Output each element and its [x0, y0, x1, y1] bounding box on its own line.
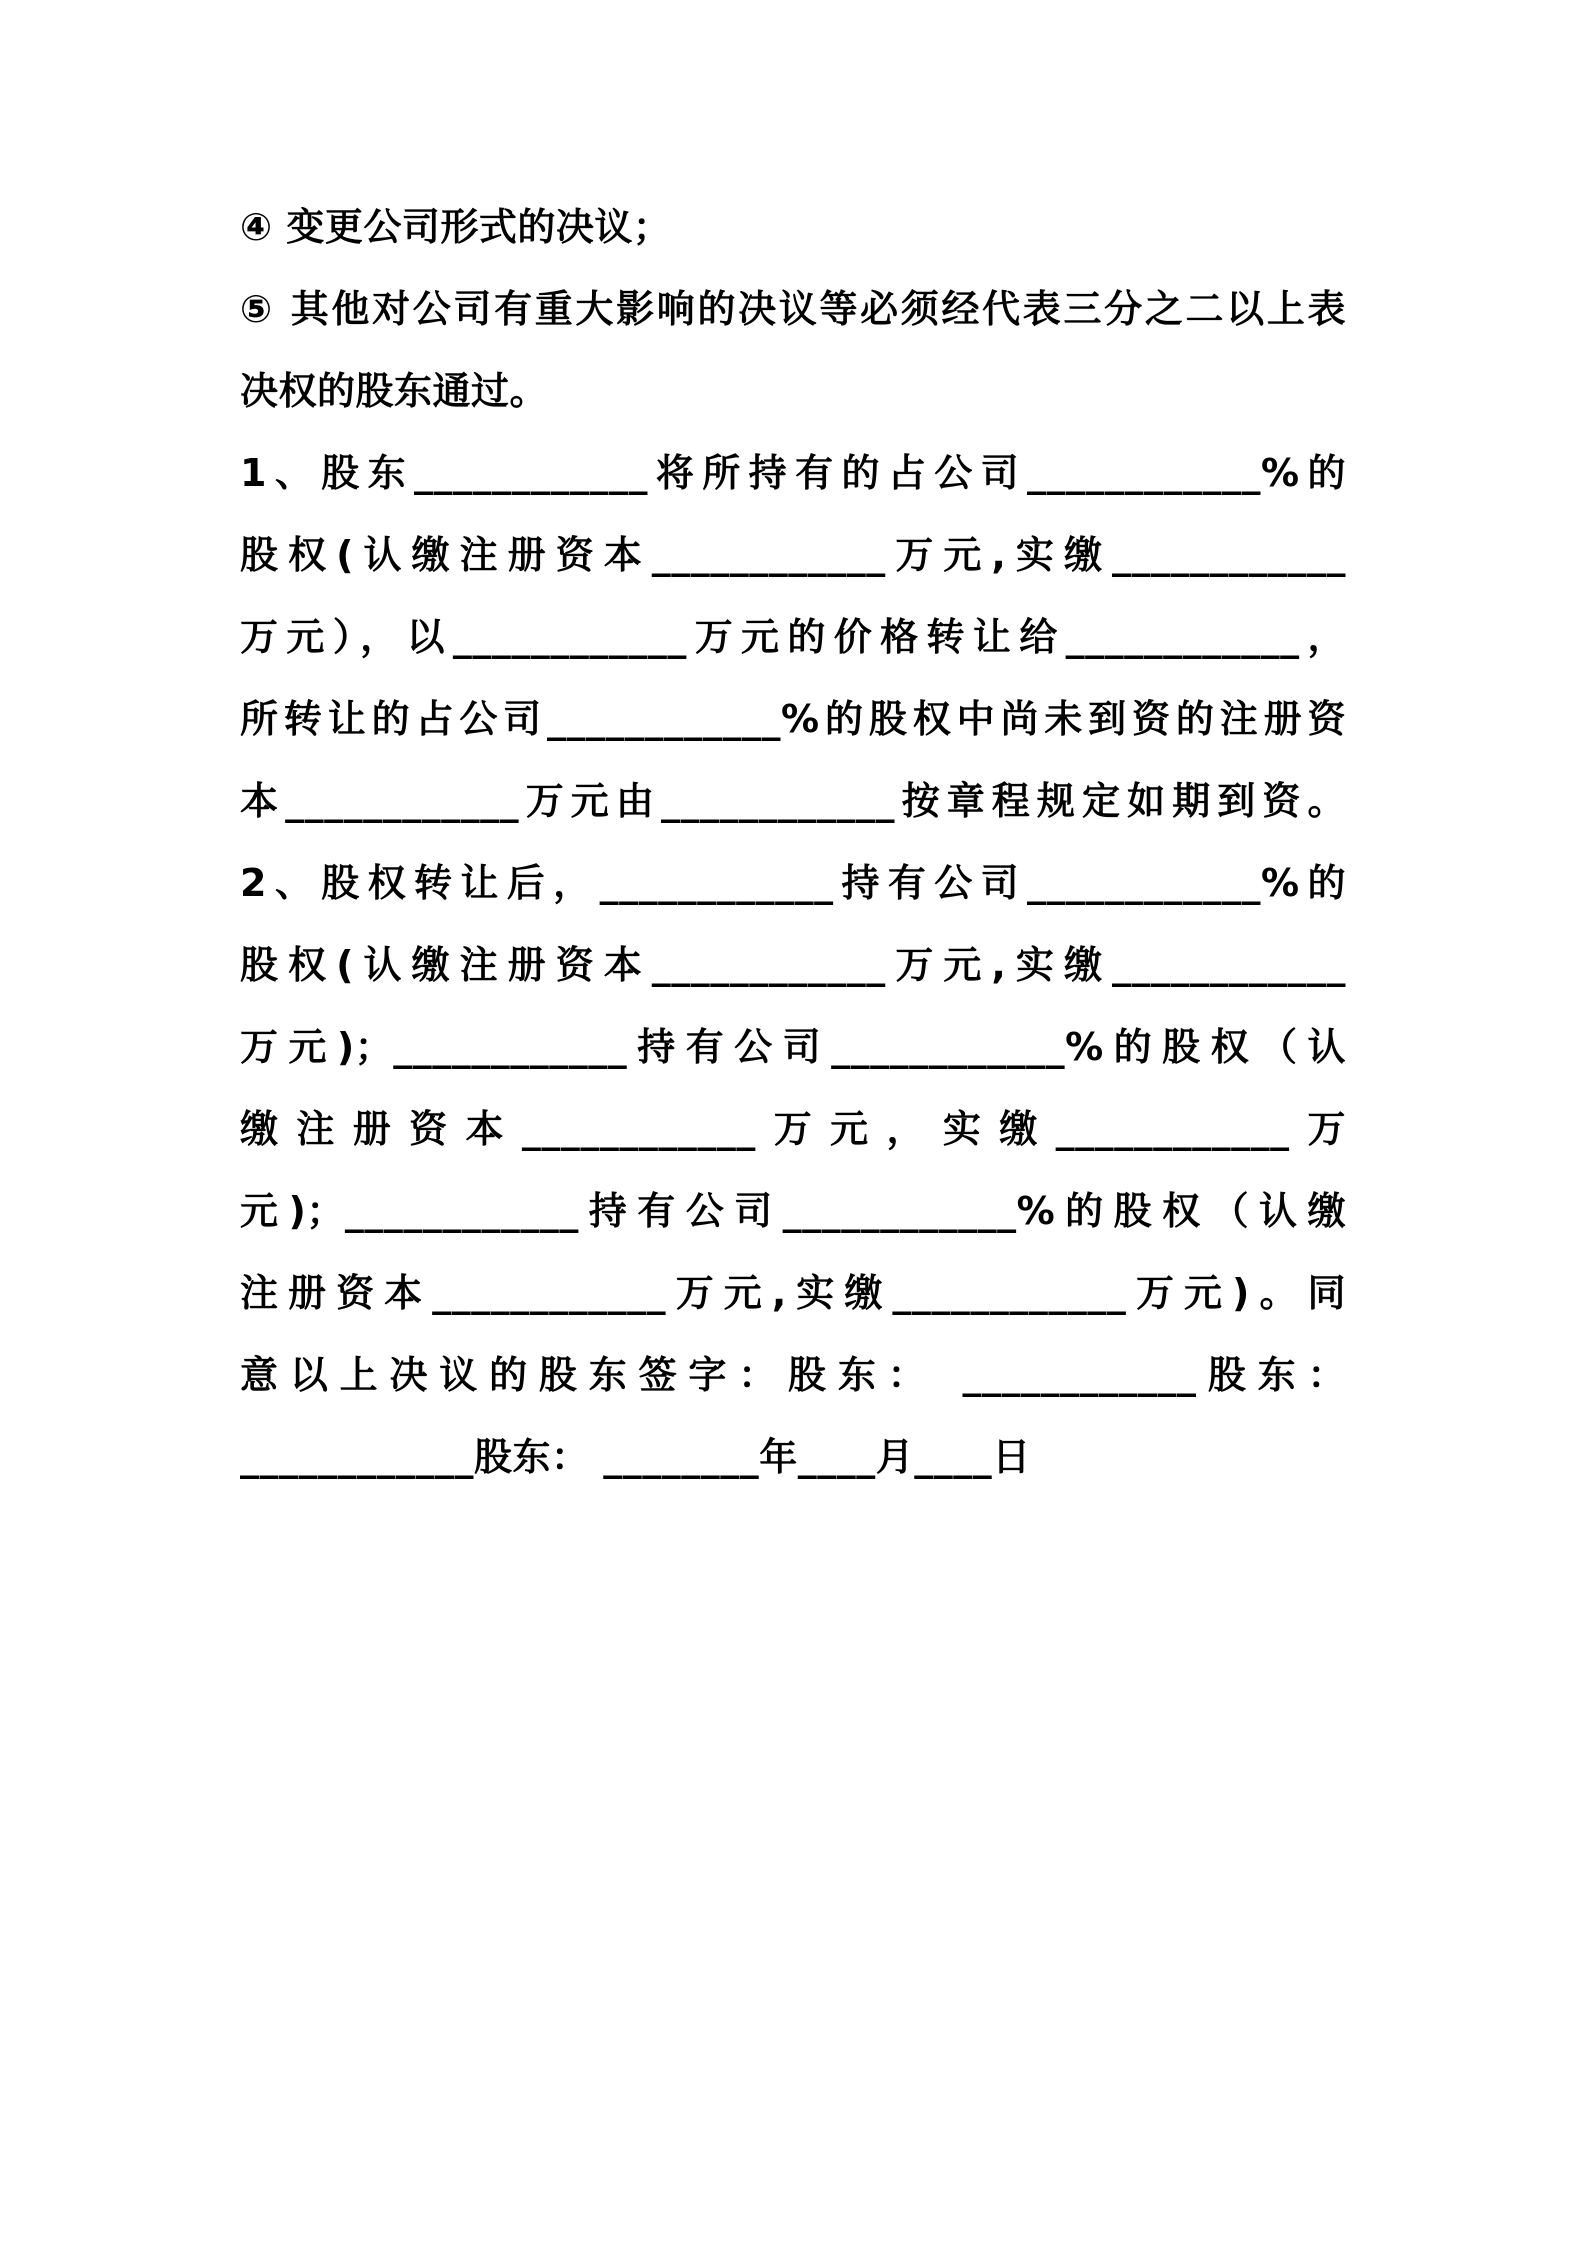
item-1-line-4: 所转让的占公司____________%的股权中尚未到资的注册资	[240, 697, 1346, 741]
clause-4: ④ 变更公司形式的决议；	[240, 205, 672, 249]
item-2-line-2: 股权(认缴注册资本____________万元,实缴____________	[240, 943, 1346, 987]
item-1-line-5: 本____________万元由____________按章程规定如期到资。	[240, 779, 1346, 823]
signature-date-line: ____________股东： ________年____月____日	[240, 1435, 1031, 1479]
item-2-line-1: 2、股权转让后，____________持有公司____________%的	[240, 861, 1346, 905]
item-1-line-3: 万元），以____________万元的价格转让给____________，	[240, 615, 1346, 659]
item-2-line-3: 万元)；____________持有公司____________%的股权（认	[240, 1025, 1346, 1069]
clause-5-line-1: ⑤ 其他对公司有重大影响的决议等必须经代表三分之二以上表	[240, 287, 1346, 331]
clause-5-line-2: 决权的股东通过。	[240, 369, 549, 413]
signature-line-1: 意以上决议的股东签字：股东： ____________股东：	[240, 1353, 1346, 1397]
item-2-line-4: 缴注册资本____________万元，实缴____________万	[240, 1107, 1346, 1151]
document-body	[240, 186, 1346, 1498]
item-1-line-2: 股权(认缴注册资本____________万元,实缴____________	[240, 533, 1346, 577]
item-2-line-5: 元)；____________持有公司____________%的股权（认缴	[240, 1189, 1346, 1233]
item-1-line-1: 1、股东____________将所持有的占公司____________%的	[240, 451, 1346, 495]
item-2-line-6: 注册资本____________万元,实缴____________万元)。同	[240, 1271, 1346, 1315]
